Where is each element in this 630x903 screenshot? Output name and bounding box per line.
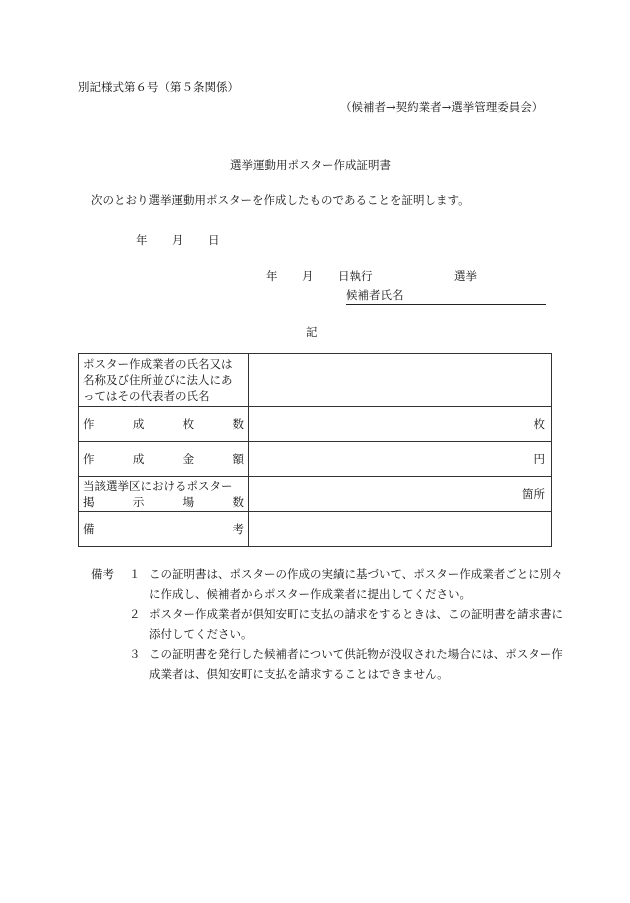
issue-date-line <box>136 232 220 248</box>
notes-heading: 備考 <box>91 567 114 581</box>
note-number: ２ <box>129 607 141 621</box>
label-char: 金 <box>182 452 195 466</box>
amount-value[interactable] <box>249 442 552 477</box>
election-execution-day: 日執行 <box>338 269 373 283</box>
note-item <box>91 564 569 604</box>
certificate-table <box>78 353 552 547</box>
table-row <box>79 477 552 512</box>
label-line: 名称及び住所並びに法人にあ <box>83 373 233 387</box>
label-char: 示 <box>132 495 145 509</box>
quantity-value[interactable] <box>249 407 552 442</box>
table-row <box>79 407 552 442</box>
label-char: 額 <box>232 452 244 466</box>
quantity-label <box>79 407 249 442</box>
candidate-name-line <box>346 287 546 305</box>
label-char: 作 <box>83 417 95 431</box>
issue-date-day: 日 <box>208 233 220 247</box>
label-char: 作 <box>83 452 95 466</box>
label-char: 数 <box>232 495 244 509</box>
posting-places-value[interactable] <box>249 477 552 512</box>
routing-note: （候補者→契約業者→選挙管理委員会） <box>340 100 544 114</box>
election-label: 選挙 <box>454 269 477 283</box>
issue-date-month: 月 <box>172 233 184 247</box>
creator-name-value[interactable] <box>249 354 552 407</box>
label-char: 考 <box>232 522 244 536</box>
label-line: ってはその代表者の氏名 <box>83 389 210 403</box>
election-line <box>266 268 477 284</box>
intro-text: 次のとおり選挙運動用ポスターを作成したものであることを証明します。 <box>91 193 470 207</box>
note-item <box>91 604 569 644</box>
label-char: 備 <box>83 522 95 536</box>
note-number: １ <box>129 567 141 581</box>
amount-label <box>79 442 249 477</box>
remarks-value[interactable] <box>249 512 552 547</box>
note-text: この証明書を発行した候補者について供託物が没収された場合には、ポスター作成業者は、倶知安町に支払を請求することはできません。 <box>149 647 563 681</box>
table-row <box>79 512 552 547</box>
ki-heading: 記 <box>306 325 318 339</box>
notes-section <box>91 564 569 684</box>
note-text: この証明書は、ポスターの作成の実績に基づいて、ポスター作成業者ごとに別々に作成し、候補者からポスター作成業者に提出してください。 <box>149 567 563 601</box>
candidate-name-label: 候補者氏名 <box>346 288 404 302</box>
label-line: ポスター作成業者の氏名又は <box>83 357 233 371</box>
issue-date-year: 年 <box>136 233 148 247</box>
note-number: ３ <box>129 647 141 661</box>
label-char: 枚 <box>182 417 195 431</box>
posting-places-unit: 箇所 <box>522 487 545 501</box>
election-year: 年 <box>266 269 278 283</box>
quantity-unit: 枚 <box>533 417 545 431</box>
creator-name-label <box>79 354 249 407</box>
label-char: 成 <box>132 452 145 466</box>
remarks-label <box>79 512 249 547</box>
label-char: 場 <box>182 495 195 509</box>
table-row <box>79 442 552 477</box>
note-item <box>91 644 569 684</box>
amount-unit: 円 <box>533 452 545 466</box>
election-month: 月 <box>302 269 314 283</box>
note-text: ポスター作成業者が倶知安町に支払の請求をするときは、この証明書を請求書に添付してください。 <box>149 607 563 641</box>
label-char: 掲 <box>83 495 95 509</box>
document-title: 選挙運動用ポスター作成証明書 <box>230 158 391 172</box>
label-char: 成 <box>132 417 145 431</box>
table-row <box>79 354 552 407</box>
label-line: 当該選挙区におけるポスター <box>83 479 233 493</box>
form-number: 別記様式第６号（第５条関係） <box>78 80 239 94</box>
label-char: 数 <box>232 417 244 431</box>
posting-places-label <box>79 477 249 512</box>
